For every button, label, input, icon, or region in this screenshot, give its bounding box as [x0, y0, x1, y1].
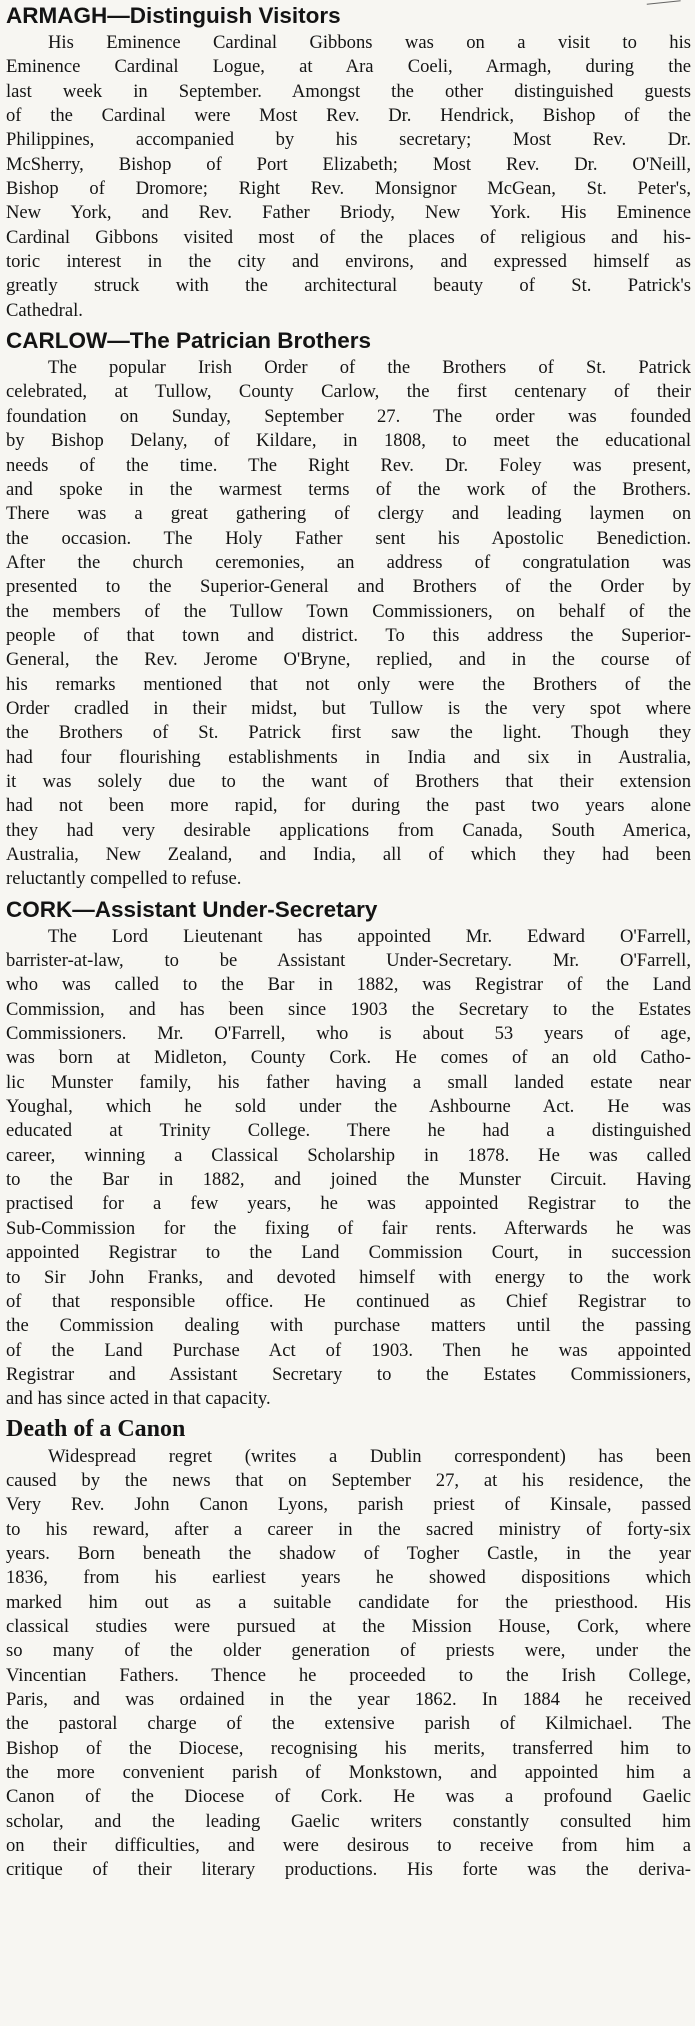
text-line: appointed Registrar to the Land Commission Court, in succession	[6, 1242, 691, 1264]
text-line: the pastoral charge of the extensive parish of Kilmichael. The	[6, 1713, 691, 1735]
text-line: The popular Irish Order of the Brothers of St. Patrick	[48, 357, 691, 379]
text-line: it was solely due to the want of Brothers that their extension	[6, 770, 691, 792]
text-line: McSherry, Bishop of Port Elizabeth; Most Rev. Dr. O'Neill,	[6, 153, 691, 175]
text-line: to Sir John Franks, and devoted himself with energy to the work	[6, 1266, 691, 1288]
text-line: on their difficulties, and were desirous to receive from him a	[6, 1835, 691, 1857]
text-line: 1836, from his earliest years he showed dispositions which	[6, 1567, 691, 1589]
text-line: toric interest in the city and environs, and expressed himself as	[6, 251, 691, 273]
text-line: scholar, and the leading Gaelic writers constantly consulted him	[6, 1810, 691, 1832]
text-line: so many of the older generation of priests were, under the	[6, 1640, 691, 1662]
text-line: greatly struck with the architectural beauty of St. Patrick's	[6, 275, 691, 297]
article-carlow	[6, 327, 691, 892]
text-line: people of that town and district. To this address the Superior-	[6, 624, 691, 646]
text-line: Philippines, accompanied by his secretary; Most Rev. Dr.	[6, 129, 691, 151]
text-line: by Bishop Delany, of Kildare, in 1808, to meet the educational	[6, 430, 691, 452]
text-line: Registrar and Assistant Secretary to the Estates Commissioners,	[6, 1363, 691, 1385]
text-line: celebrated, at Tullow, County Carlow, the first centenary of their	[6, 381, 691, 403]
article-cork	[6, 896, 691, 1412]
text-line: His Eminence Cardinal Gibbons was on a visit to his	[48, 32, 691, 53]
article-armagh	[6, 2, 691, 323]
text-line: foundation on Sunday, September 27. The order was founded	[6, 405, 691, 427]
text-line: was born at Midleton, County Cork. He comes of an old Catho-	[6, 1047, 691, 1069]
text-line: Canon of the Diocese of Cork. He was a profound Gaelic	[6, 1786, 691, 1808]
text-line: of the Cardinal were Most Rev. Dr. Hendrick, Bishop of the	[6, 105, 691, 127]
text-line: the members of the Tullow Town Commissioners, on behalf of the	[6, 600, 691, 622]
text-line: Widespread regret (writes a Dublin correspondent) has been	[48, 1445, 691, 1467]
text-line: New York, and Rev. Father Briody, New York. His Eminence	[6, 202, 691, 224]
text-line: needs of the time. The Right Rev. Dr. Foley was present,	[6, 454, 691, 476]
text-line: and has since acted in that capacity.	[6, 1388, 271, 1410]
text-line: Vincentian Fathers. Thence he proceeded to the Irish College,	[6, 1664, 691, 1686]
text-line: the occasion. The Holy Father sent his Apostolic Benediction.	[6, 527, 691, 549]
text-line: barrister-at-law, to be Assistant Under-Secretary. Mr. O'Farrell,	[6, 950, 691, 972]
text-line: practised for a few years, he was appointed Registrar to the	[6, 1193, 691, 1215]
text-line: who was called to the Bar in 1882, was Registrar of the Land	[6, 974, 691, 996]
article-body	[6, 1445, 691, 1883]
text-line: they had very desirable applications from Canada, South America,	[6, 819, 691, 841]
text-line: There was a great gathering of clergy and leading laymen on	[6, 503, 691, 525]
text-line: Paris, and was ordained in the year 1862. In 1884 he received	[6, 1689, 691, 1710]
text-line: to the Bar in 1882, and joined the Munster Circuit. Having	[6, 1169, 691, 1191]
text-line: had four flourishing establishments in India and six in Australia,	[6, 746, 691, 768]
article-death-of-a-canon	[6, 1416, 691, 1883]
text-line: Australia, New Zealand, and India, all of which they had been	[6, 844, 691, 865]
text-line: Eminence Cardinal Logue, at Ara Coeli, Armagh, during the	[6, 56, 691, 78]
text-line: caused by the news that on September 27, at his residence, the	[6, 1469, 691, 1491]
text-line: Very Rev. John Canon Lyons, parish priest of Kinsale, passed	[6, 1494, 691, 1516]
text-line: last week in September. Amongst the other distinguished guests	[6, 80, 691, 102]
text-line: Order cradled in their midst, but Tullow is the very spot where	[6, 697, 691, 719]
text-line: After the church ceremonies, an address of congratulation was	[6, 551, 691, 573]
text-line: career, winning a Classical Scholarship in 1878. He was called	[6, 1144, 691, 1166]
text-line: Commissioners. Mr. O'Farrell, who is about 53 years of age,	[6, 1023, 691, 1045]
article-heading: CORK—Assistant Under-Secretary	[6, 896, 378, 922]
text-line: to his reward, after a career in the sacred ministry of forty-six	[6, 1518, 691, 1540]
text-line: marked him out as a suitable candidate for the priesthood. His	[6, 1591, 691, 1613]
text-line: his remarks mentioned that not only were the Brothers of the	[6, 673, 691, 695]
text-line: had not been more rapid, for during the past two years alone	[6, 795, 691, 817]
text-line: classical studies were pursued at the Mission House, Cork, where	[6, 1615, 691, 1637]
text-line: presented to the Superior-General and Brothers of the Order by	[6, 576, 691, 598]
article-body	[6, 925, 691, 1412]
text-line: Bishop of Dromore; Right Rev. Monsignor McGean, St. Peter's,	[6, 178, 691, 200]
text-line: critique of their literary productions. His forte was the deriva-	[6, 1859, 691, 1881]
text-line: the more convenient parish of Monkstown, and appointed him a	[6, 1762, 691, 1784]
text-line: of the Land Purchase Act of 1903. Then he was appointed	[6, 1339, 691, 1361]
text-line: educated at Trinity College. There he had a distinguished	[6, 1120, 691, 1142]
article-heading: ARMAGH—Distinguish Visitors	[6, 3, 341, 28]
text-line: Youghal, which he sold under the Ashbourne Act. He was	[6, 1096, 691, 1118]
text-line: years. Born beneath the shadow of Togher Castle, in the year	[6, 1542, 691, 1564]
text-line: Bishop of the Diocese, recognising his merits, transferred him to	[6, 1737, 691, 1759]
article-heading: CARLOW—The Patrician Brothers	[6, 328, 372, 354]
article-heading: Death of a Canon	[6, 1415, 186, 1442]
article-body	[6, 356, 691, 892]
text-line: Commission, and has been since 1903 the Secretary to the Estates	[6, 998, 691, 1020]
text-line: General, the Rev. Jerome O'Bryne, replied, and in the course of	[6, 649, 691, 671]
article-body	[6, 31, 691, 323]
text-line: the Brothers of St. Patrick first saw the light. Though they	[6, 722, 691, 744]
text-line: and spoke in the warmest terms of the work of the Brothers.	[6, 478, 691, 500]
text-line: of that responsible office. He continued as Chief Registrar to	[6, 1290, 691, 1312]
text-line: The Lord Lieutenant has appointed Mr. Edward O'Farrell,	[48, 925, 691, 947]
text-line: lic Munster family, his father having a small landed estate near	[6, 1071, 691, 1093]
text-line: Cathedral.	[6, 299, 83, 321]
text-line: Cardinal Gibbons visited most of the places of religious and his-	[6, 226, 691, 248]
text-line: Sub-Commission for the fixing of fair rents. Afterwards he was	[6, 1217, 691, 1239]
text-line: reluctantly compelled to refuse.	[6, 868, 242, 890]
text-line: the Commission dealing with purchase matters until the passing	[6, 1315, 691, 1337]
